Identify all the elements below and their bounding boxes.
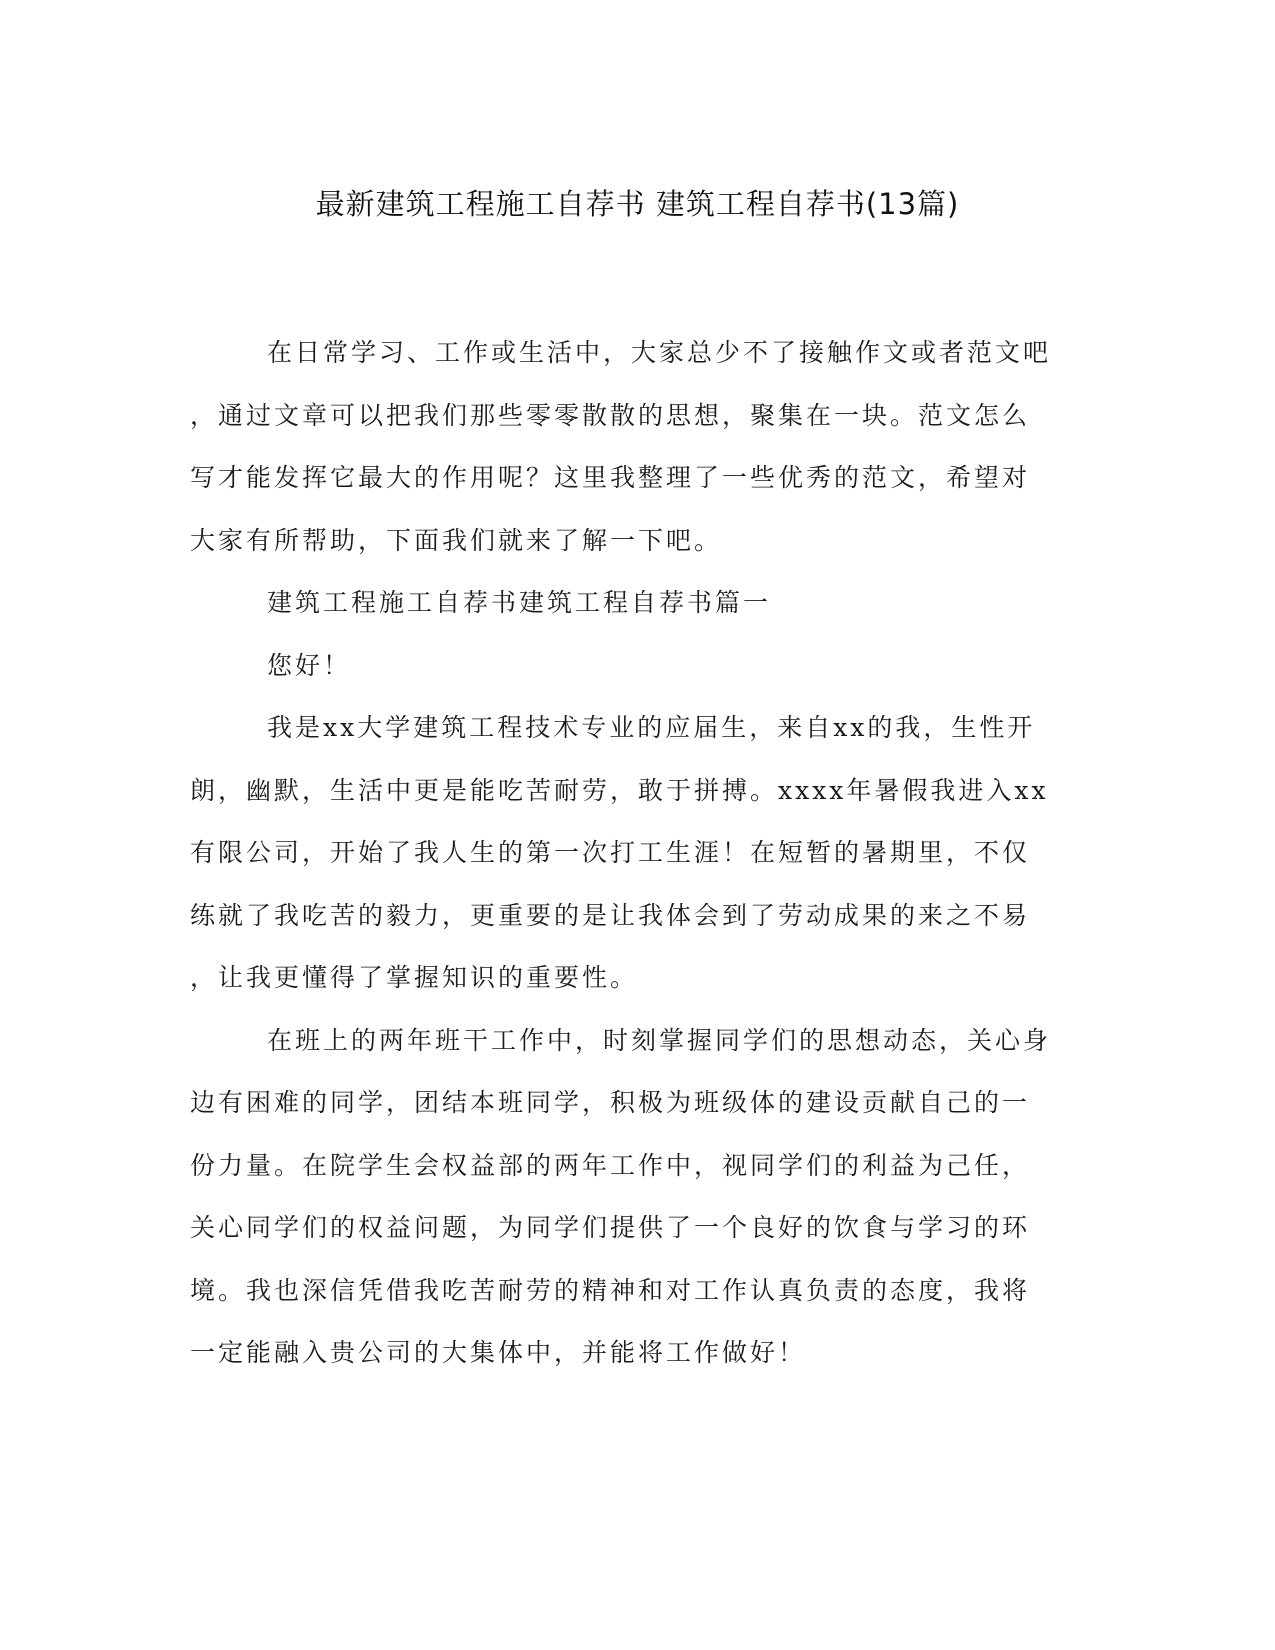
paragraph-line: 练就了我吃苦的毅力，更重要的是让我体会到了劳动成果的来之不易 [190,900,1031,930]
paragraph-line: 关心同学们的权益问题，为同学们提供了一个良好的饮食与学习的环 [190,1213,1031,1242]
paragraph-line: 我是xx大学建筑工程技术专业的应届生，来自xx的我，生性开 [267,713,1036,742]
paragraph-line: 境。我也深信凭借我吃苦耐劳的精神和对工作认真负责的态度，我将 [190,1275,1031,1305]
paragraph-line: 边有困难的同学，团结本班同学，积极为班级体的建设贡献自己的一 [190,1088,1031,1117]
paragraph-line: ，让我更懂得了掌握知识的重要性。 [190,963,639,992]
salutation: 您好！ [267,650,352,680]
document-title: 最新建筑工程施工自荐书 建筑工程自荐书(13篇) [315,187,960,221]
document-body [190,322,1082,1385]
paragraph-line: 有限公司，开始了我人生的第一次打工生涯！在短暂的暑期里，不仅 [190,838,1031,867]
section-heading: 建筑工程施工自荐书建筑工程自荐书篇一 [267,588,772,617]
paragraph-line: 写才能发挥它最大的作用呢？这里我整理了一些优秀的范文，希望对 [190,463,1031,492]
paragraph-line: 大家有所帮助，下面我们就来了解一下吧。 [190,525,723,555]
paragraph-line: 份力量。在院学生会权益部的两年工作中，视同学们的利益为己任， [190,1150,1031,1180]
paragraph-line: 在日常学习、工作或生活中，大家总少不了接触作文或者范文吧 [267,338,1052,367]
paragraph-line: ，通过文章可以把我们那些零零散散的思想，聚集在一块。范文怎么 [190,400,1031,430]
paragraph-line: 在班上的两年班干工作中，时刻掌握同学们的思想动态，关心身 [267,1025,1052,1055]
paragraph-line: 一定能融入贵公司的大集体中，并能将工作做好！ [190,1338,807,1367]
paragraph-line: 朗，幽默，生活中更是能吃苦耐劳，敢于拼搏。xxxx年暑假我进入xx [190,775,1049,805]
